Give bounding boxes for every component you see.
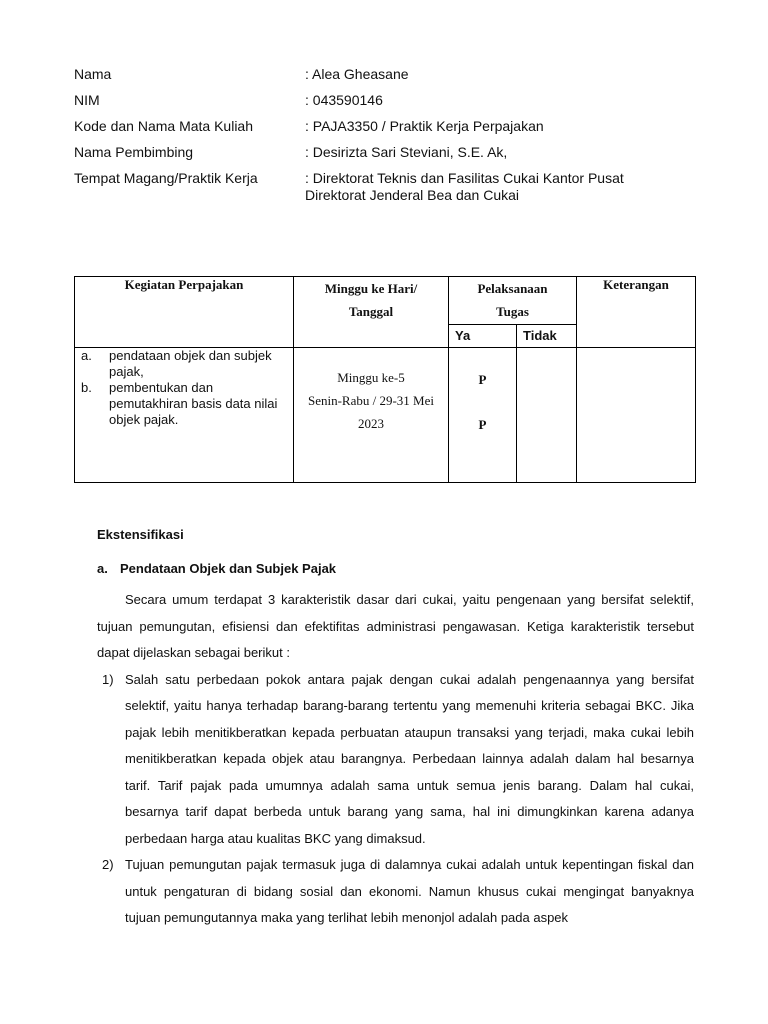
info-value: : Direktorat Teknis dan Fasilitas Cukai Kantor Pusat Direktorat Jenderal Bea dan Cukai xyxy=(305,170,624,203)
info-row-nama xyxy=(74,66,714,83)
info-row-mata-kuliah xyxy=(74,118,714,135)
info-row-nim xyxy=(74,92,714,109)
header-minggu: Minggu ke Hari/ Tanggal xyxy=(294,277,449,348)
info-label: Nama Pembimbing xyxy=(74,144,194,160)
activity-table xyxy=(74,276,696,483)
list-item: a. pendataan objek dan subjek pajak, xyxy=(81,348,272,379)
numbered-point: 1) Salah satu perbedaan pokok antara pajak dengan cukai adalah pengenaannya yang bersifat selektif, yaitu hanya terhadap barang-barang tertentu yang memenuhi kriteria sebagai BKC. Jika pajak lebih menitikberatkan kepada perbuatan ataupun transaksi yang terjadi, maka cukai lebih menitikberatkan kepada objek atau barangnya. Perbedaan lainnya adalah dalam hal besarnya tarif. Tarif pajak pada umumnya adalah sama untuk semua jenis barang. Dalam hal cukai, besarnya tarif dapat berbeda untuk barang yang sama, hal ini dimungkinkan karena adanya perbedaan harga atau kualitas BKC yang dimaksud. xyxy=(102,671,694,846)
check-mark: P xyxy=(478,417,487,432)
info-row-tempat-magang xyxy=(74,170,714,204)
info-value: : Alea Gheasane xyxy=(305,66,409,82)
info-row-pembimbing xyxy=(74,144,714,161)
report-content xyxy=(97,522,694,932)
task-list xyxy=(75,348,293,428)
cell-tidak xyxy=(517,348,577,483)
sub-heading: a. Pendataan Objek dan Subjek Pajak xyxy=(97,561,337,576)
cell-minggu: Minggu ke-5 Senin-Rabu / 29-31 Mei 2023 xyxy=(294,348,449,483)
info-label: Kode dan Nama Mata Kuliah xyxy=(74,118,253,134)
info-label: Tempat Magang/Praktik Kerja xyxy=(74,170,258,186)
table-row xyxy=(75,348,696,483)
info-label: Nama xyxy=(74,66,112,82)
cell-kegiatan xyxy=(75,348,294,483)
student-info xyxy=(74,66,714,213)
header-keterangan: Keterangan xyxy=(577,277,696,348)
info-value: : PAJA3350 / Praktik Kerja Perpajakan xyxy=(305,118,544,134)
list-item: b. pembentukan dan pemutakhiran basis data nilai objek pajak. xyxy=(81,380,278,427)
info-value: : 043590146 xyxy=(305,92,383,108)
header-ya: Ya xyxy=(449,324,517,347)
cell-ya xyxy=(449,348,517,483)
section-heading: Ekstensifikasi xyxy=(97,527,184,542)
numbered-point: 2) Tujuan pemungutan pajak termasuk juga di dalamnya cukai adalah untuk kepentingan fiskal dan untuk pengaturan di bidang sosial dan ekonomi. Namun khusus cukai mengingat banyaknya tujuan pemungutannya maka yang terlihat lebih menonjol adalah pada aspek xyxy=(102,857,694,925)
header-tidak: Tidak xyxy=(517,324,577,347)
header-pelaksanaan: Pelaksanaan Tugas xyxy=(449,277,577,325)
cell-keterangan xyxy=(577,348,696,483)
check-mark: P xyxy=(478,372,487,387)
info-value: : Desirizta Sari Steviani, S.E. Ak, xyxy=(305,144,508,160)
intro-paragraph: Secara umum terdapat 3 karakteristik dasar dari cukai, yaitu pengenaan yang bersifat selektif, tujuan pemungutan, efisiensi dan efektifitas administrasi pengawasan. Ketiga karakteristik tersebut dapat dijelaskan sebagai berikut : xyxy=(97,592,694,660)
info-label: NIM xyxy=(74,92,100,108)
table-header-row xyxy=(75,277,696,325)
header-kegiatan: Kegiatan Perpajakan xyxy=(75,277,294,348)
